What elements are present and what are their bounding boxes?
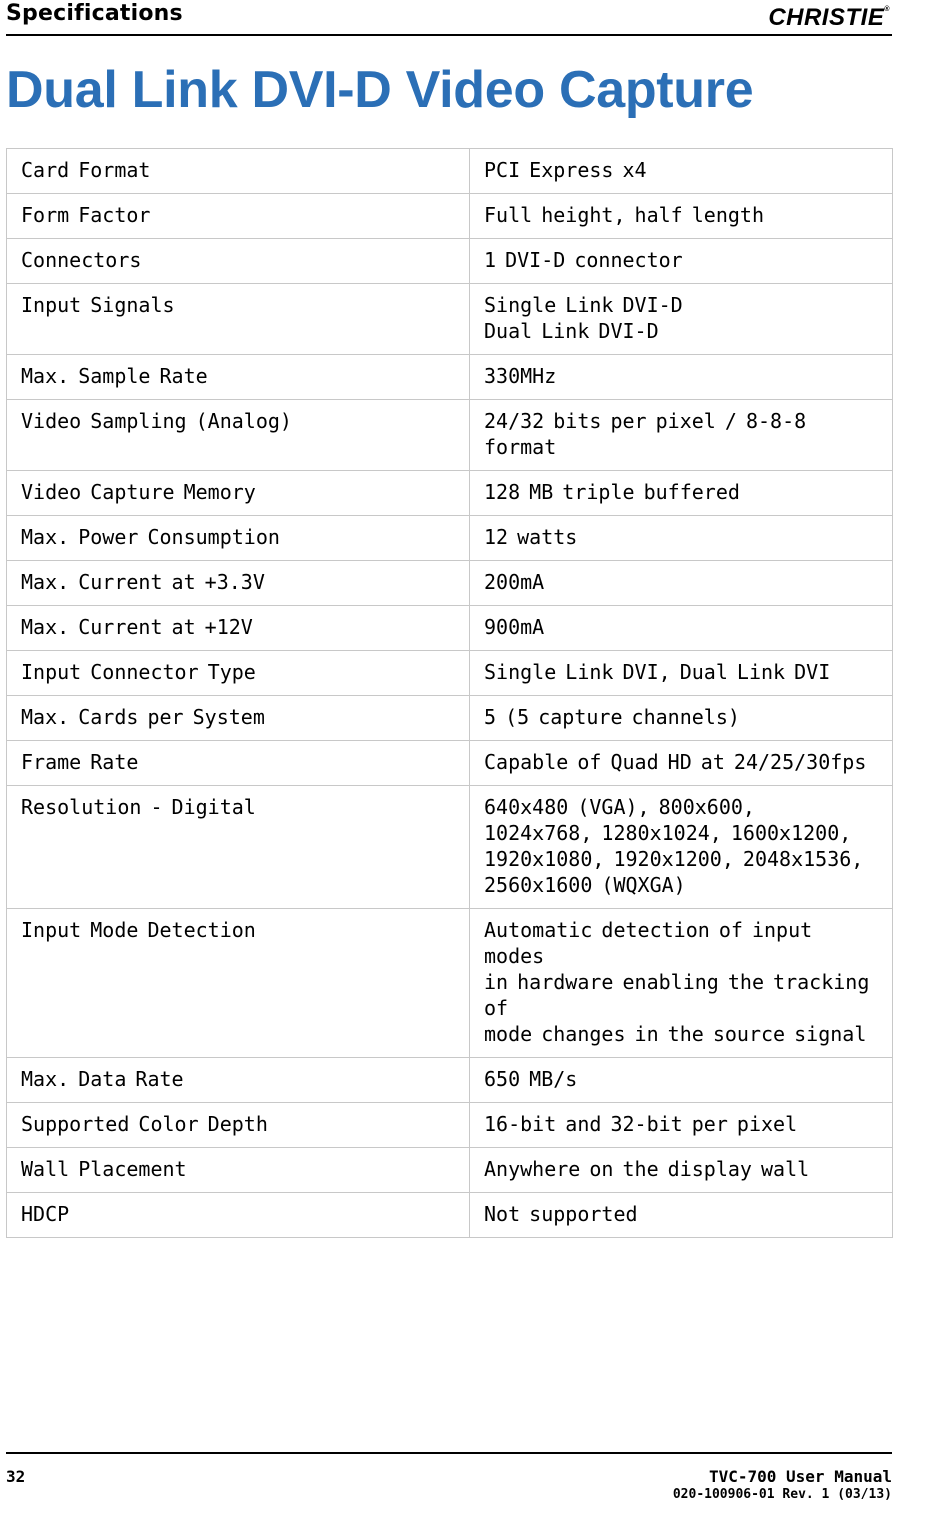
spec-label: Max. Current at +12V <box>7 606 470 651</box>
section-label: Specifications <box>6 1 183 26</box>
table-row <box>7 1148 893 1193</box>
spec-value: 900mA <box>470 606 893 651</box>
registered-mark: ® <box>884 6 890 13</box>
spec-label: Input Connector Type <box>7 651 470 696</box>
spec-label: Max. Power Consumption <box>7 516 470 561</box>
table-row <box>7 1103 893 1148</box>
table-row <box>7 1193 893 1238</box>
table-row <box>7 651 893 696</box>
spec-value: Anywhere on the display wall <box>470 1148 893 1193</box>
spec-label: Video Sampling (Analog) <box>7 400 470 471</box>
page-title: Dual Link DVI-D Video Capture <box>6 61 754 119</box>
spec-value: Full height, half length <box>470 194 893 239</box>
table-row <box>7 606 893 651</box>
spec-value: 640x480 (VGA), 800x600, 1024x768, 1280x1024, 1600x1200, 1920x1080, 1920x1200, 2048x1536, 2560x1600 (WQXGA) <box>470 786 893 909</box>
spec-value: 5 (5 capture channels) <box>470 696 893 741</box>
table-row <box>7 471 893 516</box>
specifications-table <box>6 148 893 1238</box>
document-number: 020-100906-01 Rev. 1 (03/13) <box>672 1487 892 1502</box>
spec-label: Input Signals <box>7 284 470 355</box>
table-row <box>7 696 893 741</box>
spec-label: Video Capture Memory <box>7 471 470 516</box>
page-number: 32 <box>6 1467 26 1486</box>
spec-label: Resolution - Digital <box>7 786 470 909</box>
spec-value: 650 MB/s <box>470 1058 893 1103</box>
spec-value: Single Link DVI-D Dual Link DVI-D <box>470 284 893 355</box>
spec-value: Automatic detection of input modes in hardware enabling the tracking of mode changes in the source signal <box>470 909 893 1058</box>
table-row <box>7 909 893 1058</box>
spec-label: Max. Cards per System <box>7 696 470 741</box>
spec-label: Wall Placement <box>7 1148 470 1193</box>
spec-label: Max. Sample Rate <box>7 355 470 400</box>
spec-value: 1 DVI-D connector <box>470 239 893 284</box>
spec-value: 12 watts <box>470 516 893 561</box>
table-row <box>7 284 893 355</box>
table-row <box>7 786 893 909</box>
spec-value: PCI Express x4 <box>470 149 893 194</box>
spec-label: HDCP <box>7 1193 470 1238</box>
table-row <box>7 149 893 194</box>
spec-value: 200mA <box>470 561 893 606</box>
manual-title: TVC-700 User Manual <box>708 1467 892 1486</box>
spec-label: Frame Rate <box>7 741 470 786</box>
spec-label: Supported Color Depth <box>7 1103 470 1148</box>
spec-value: 128 MB triple buffered <box>470 471 893 516</box>
spec-label: Card Format <box>7 149 470 194</box>
page-header <box>6 0 892 36</box>
specifications-table-body <box>7 149 893 1238</box>
table-row <box>7 741 893 786</box>
logo-text: CHRISTIE <box>768 4 885 31</box>
spec-value: Capable of Quad HD at 24/25/30fps <box>470 741 893 786</box>
table-row <box>7 355 893 400</box>
table-row <box>7 561 893 606</box>
page-footer <box>6 1452 892 1508</box>
table-row <box>7 516 893 561</box>
spec-value: Single Link DVI, Dual Link DVI <box>470 651 893 696</box>
spec-value: 24/32 bits per pixel / 8-8-8 format <box>470 400 893 471</box>
spec-value: 16-bit and 32-bit per pixel <box>470 1103 893 1148</box>
table-row <box>7 194 893 239</box>
table-row <box>7 239 893 284</box>
spec-value: 330MHz <box>470 355 893 400</box>
christie-logo <box>768 4 890 32</box>
spec-label: Max. Current at +3.3V <box>7 561 470 606</box>
spec-value: Not supported <box>470 1193 893 1238</box>
table-row <box>7 400 893 471</box>
spec-label: Input Mode Detection <box>7 909 470 1058</box>
table-row <box>7 1058 893 1103</box>
spec-label: Form Factor <box>7 194 470 239</box>
spec-label: Max. Data Rate <box>7 1058 470 1103</box>
spec-label: Connectors <box>7 239 470 284</box>
